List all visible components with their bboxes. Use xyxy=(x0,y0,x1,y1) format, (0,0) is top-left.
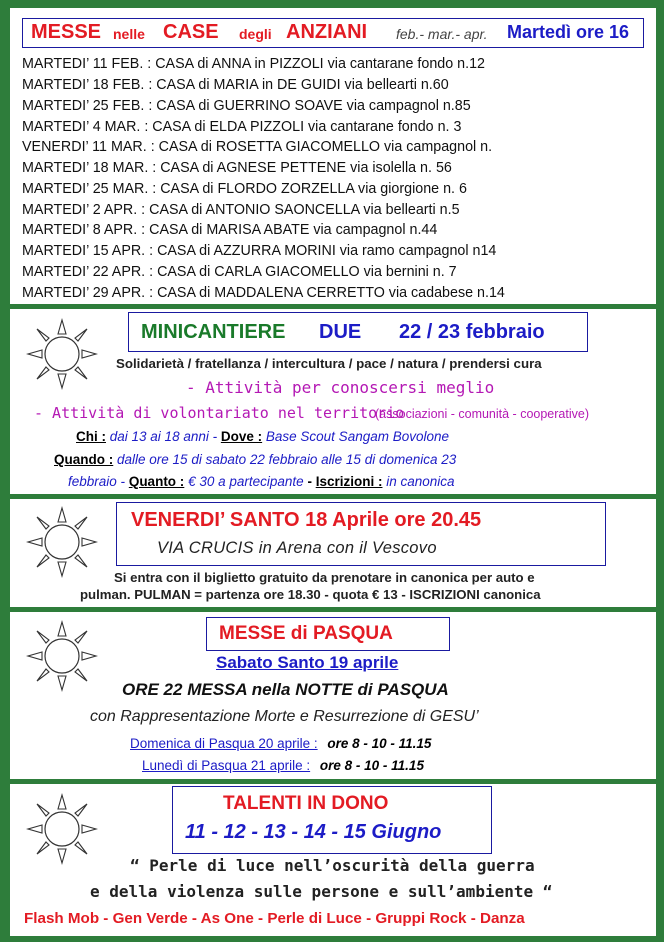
quando-value: dalle ore 15 di sabato 22 febbraio alle 15 di domenica 23 xyxy=(117,452,457,467)
visit-row: MARTEDI’ 8 APR. : CASA di MARISA ABATE via campagnol n.44 xyxy=(22,222,438,238)
lunedi-label: Lunedì di Pasqua 21 aprile : xyxy=(142,758,311,773)
sun-icon xyxy=(24,618,100,694)
section-divider xyxy=(10,304,656,309)
section1-header xyxy=(22,18,644,48)
title-messe: MESSE xyxy=(31,21,102,43)
visit-row: VENERDI’ 11 MAR. : CASA di ROSETTA GIACOMELLO via campagnol n. xyxy=(22,139,493,155)
visit-row: MARTEDI’ 18 FEB. : CASA di MARIA in DE GUIDI via bellearti n.60 xyxy=(22,77,449,93)
section-divider xyxy=(10,779,656,784)
quando-cont: febbraio - xyxy=(68,474,126,489)
minicantiere-dates: 22 / 23 febbraio xyxy=(399,321,545,343)
venerdi-info-1: Si entra con il biglietto gratuito da prenotare in canonica per auto e xyxy=(114,570,535,585)
sun-icon xyxy=(24,791,100,867)
talenti-footer: Flash Mob - Gen Verde - As One - Perle di Luce - Gruppi Rock - Danza xyxy=(24,910,525,927)
dash-separator: - xyxy=(307,474,312,489)
activity-one: - Attività per conoscersi meglio xyxy=(186,378,495,397)
title-anziani: ANZIANI xyxy=(286,21,368,43)
dove-label: Dove : xyxy=(220,429,263,444)
section-divider xyxy=(10,607,656,612)
rappresentazione-line: con Rappresentazione Morte e Resurrezione di GESU’ xyxy=(90,708,479,725)
visit-row: MARTEDI’ 25 FEB. : CASA di GUERRINO SOAVE via campagnol n.85 xyxy=(22,98,471,114)
chi-dove-line xyxy=(76,429,449,444)
domenica-times: ore 8 - 10 - 11.15 xyxy=(327,736,432,751)
messe-pasqua-box xyxy=(206,617,450,651)
quote-line-2: e della violenza sulle persone e sull’ambiente “ xyxy=(90,882,553,901)
minicantiere-title-box xyxy=(128,312,588,352)
quando-label: Quando : xyxy=(54,452,114,467)
venerdi-santo-box xyxy=(116,502,606,566)
domenica-line xyxy=(130,736,431,751)
quanto-label: Quanto : xyxy=(128,474,185,489)
minicantiere-due: DUE xyxy=(319,321,362,343)
visit-row: MARTEDI’ 29 APR. : CASA di MADDALENA CERRETTO via cadabese n.14 xyxy=(22,285,505,301)
values-line: Solidarietà / fratellanza / intercultura / pace / natura / prendersi cura xyxy=(116,356,542,371)
quando-line xyxy=(54,452,456,467)
chi-label: Chi : xyxy=(76,429,106,444)
quanto-line xyxy=(68,474,455,489)
chi-value: dai 13 ai 18 anni - xyxy=(109,429,218,444)
talenti-box xyxy=(172,786,492,854)
sun-icon xyxy=(24,316,100,392)
dove-value: Base Scout Sangam Bovolone xyxy=(265,429,450,444)
visit-row: MARTEDI’ 25 MAR. : CASA di FLORDO ZORZELLA via giorgione n. 6 xyxy=(22,181,467,197)
lunedi-times: ore 8 - 10 - 11.15 xyxy=(319,758,424,773)
quanto-value: € 30 a partecipante xyxy=(188,474,304,489)
visit-row: MARTEDI’ 18 MAR. : CASA di AGNESE PETTENE via isolella n. 56 xyxy=(22,160,452,176)
visit-row: MARTEDI’ 4 MAR. : CASA di ELDA PIZZOLI via cantarane fondo n. 3 xyxy=(22,119,462,135)
iscrizioni-value: in canonica xyxy=(386,474,455,489)
iscrizioni-label: Iscrizioni : xyxy=(315,474,383,489)
activity-two-note: (associazioni - comunità - cooperative) xyxy=(375,407,589,421)
sabato-santo-heading: Sabato Santo 19 aprile xyxy=(216,653,399,672)
minicantiere-title: MINICANTIERE xyxy=(141,321,286,343)
activity-two: - Attività di volontariato nel territorio xyxy=(34,404,405,422)
sun-icon xyxy=(24,504,100,580)
visit-row: MARTEDI’ 2 APR. : CASA di ANTONIO SAONCELLA via bellearti n.5 xyxy=(22,202,460,218)
title-nelle: nelle xyxy=(113,26,145,42)
visit-row: MARTEDI’ 11 FEB. : CASA di ANNA in PIZZOLI via cantarane fondo n.12 xyxy=(22,56,486,72)
talenti-title: TALENTI IN DONO xyxy=(223,793,389,814)
visit-row: MARTEDI’ 22 APR. : CASA di CARLA GIACOMELLO via bernini n. 7 xyxy=(22,264,457,280)
via-crucis-subtitle: VIA CRUCIS in Arena con il Vescovo xyxy=(157,539,437,557)
when-text: Martedì ore 16 xyxy=(507,22,630,42)
venerdi-santo-title: VENERDI’ SANTO 18 Aprile ore 20.45 xyxy=(131,509,482,531)
flyer-page xyxy=(10,8,656,936)
visit-row: MARTEDI’ 15 APR. : CASA di AZZURRA MORINI via ramo campagnol n14 xyxy=(22,243,497,259)
title-case: CASE xyxy=(163,21,219,43)
section-divider xyxy=(10,494,656,499)
messa-notte-line: ORE 22 MESSA nella NOTTE di PASQUA xyxy=(122,680,449,699)
period-text: feb.- mar.- apr. xyxy=(396,26,488,42)
lunedi-line xyxy=(142,758,424,773)
venerdi-info-2: pulman. PULMAN = partenza ore 18.30 - quota € 13 - ISCRIZIONI canonica xyxy=(80,587,541,602)
talenti-dates: 11 - 12 - 13 - 14 - 15 Giugno xyxy=(185,821,442,843)
title-degli: degli xyxy=(239,26,272,42)
domenica-label: Domenica di Pasqua 20 aprile : xyxy=(130,736,318,751)
quote-line-1: “ Perle di luce nell’oscurità della guerra xyxy=(130,856,535,875)
messe-pasqua-title: MESSE di PASQUA xyxy=(219,623,393,644)
